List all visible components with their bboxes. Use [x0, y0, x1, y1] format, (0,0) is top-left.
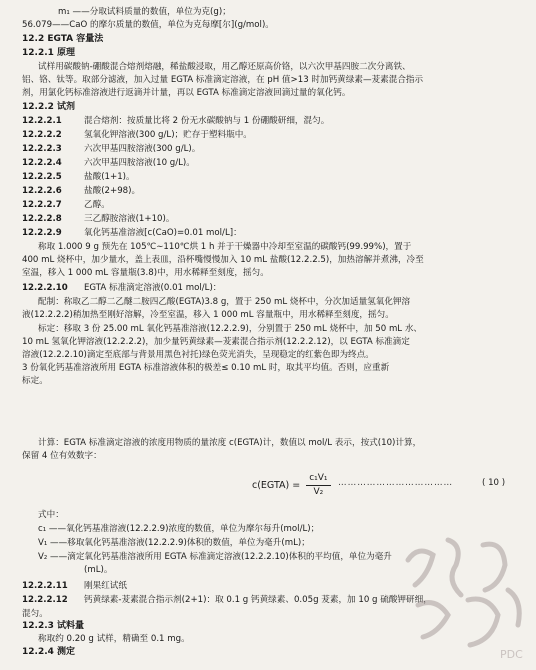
- text-line: [22, 47, 536, 60]
- equation-number: ( 10 ): [482, 478, 506, 488]
- text-line: [22, 450, 536, 463]
- clause-12-2-2-8: [22, 213, 536, 226]
- clause-number: 12.2.2.12: [22, 595, 68, 605]
- line-text: 配制：称取乙二醇二乙醚二胺四乙酸(EGTA)3.8 g，置于 250 mL 烧杯中，分次加适量氢氧化钾溶: [38, 297, 411, 307]
- clause-12-2-2-3: [22, 143, 536, 156]
- clause-number: 12.2.2.4: [22, 158, 62, 168]
- clause-12-2-2-6: [22, 185, 536, 198]
- text-line: [22, 362, 536, 375]
- clause-12-2-2-4: [22, 157, 536, 170]
- stamp-watermark: [388, 520, 536, 670]
- text-line: [58, 6, 536, 19]
- line-text: 称取约 0.20 g 试样，精确至 0.1 mg。: [38, 634, 190, 644]
- line-text: 氢氧化钾溶液(300 g/L)；贮存于塑料瓶中。: [84, 130, 252, 140]
- clause-12-2-2-10: [22, 282, 536, 295]
- text-line: [38, 437, 536, 450]
- formula-fraction: [306, 473, 330, 498]
- text-line: [22, 19, 536, 32]
- line-text: 12.2.3 试料量: [22, 621, 85, 631]
- text-line: [22, 309, 536, 322]
- text-line: [22, 267, 536, 280]
- clause-number: 12.2.2.8: [22, 214, 62, 224]
- line-text: c₁ ——氧化钙基准溶液(12.2.2.9)浓度的数值，单位为摩尔每升(mol/L)；: [38, 524, 320, 534]
- line-text: EGTA 标准滴定溶液(0.01 mol/L)：: [84, 283, 222, 293]
- line-text: 12.2.1 原理: [22, 48, 76, 58]
- clause-number: 12.2.2.10: [22, 283, 68, 293]
- formula-leader-dots: ………………………………: [338, 478, 454, 488]
- formula-denominator: V₂: [313, 486, 324, 497]
- line-text: 液(12.2.2.2)稍加热至刚好溶解，冷至室温，移入 1 000 mL 容量瓶中，用水稀释至刻度，摇匀。: [22, 310, 394, 320]
- text-line: [22, 33, 536, 46]
- line-text: 12.2.4 测定: [22, 647, 76, 657]
- line-text: 剂，用氯化钙标准溶液进行返滴并计量，再以 EGTA 标准滴定溶液回滴过量的氧化钙。: [22, 88, 351, 98]
- clause-12-2-2-1: [22, 115, 536, 128]
- clause-number: 12.2.2.7: [22, 200, 62, 210]
- clause-number: 12.2.2.5: [22, 172, 62, 182]
- line-text: 铝、铬、钛等。取部分滤液，加入过量 EGTA 标准滴定溶液，在 pH 值>13 时加钙黄绿素—茇素混合指示: [22, 75, 424, 85]
- line-text: 混合熔剂：按质量比将 2 份无水碳酸钠与 1 份硼酸研细，混匀。: [84, 116, 330, 126]
- text-line: [22, 349, 536, 362]
- line-text: 10 mL 氢氧化钾溶液(12.2.2.2)，加少量钙黄绿素—茇素混合指示剂(12.2.2.12)，以 EGTA 标准滴定: [22, 337, 410, 347]
- clause-number: 12.2.2.3: [22, 144, 62, 154]
- line-text: 室温，移入 1 000 mL 容量瓶(3.8)中，用水稀释至刻度，摇匀。: [22, 268, 269, 278]
- line-text: 混匀。: [22, 609, 48, 619]
- line-text: V₁ ——移取氧化钙基准溶液(12.2.2.9)体积的数值，单位为毫升(mL)；: [38, 538, 310, 548]
- clause-number: 12.2.2.6: [22, 186, 62, 196]
- clause-number: 12.2.2.11: [22, 581, 68, 591]
- line-text: 盐酸(2+98)。: [84, 186, 141, 196]
- text-line: [38, 61, 536, 74]
- line-text: 3 份氧化钙基准溶液所用 EGTA 标准溶液体积的极差≤ 0.10 mL 时，取其平均值。否则，应重新: [22, 363, 390, 373]
- line-text: 溶液(12.2.2.10)滴定至底部与背景用黑色衬托)绿色荧光消失，呈现稳定的红紫色即为终点。: [22, 350, 374, 360]
- line-text: 56.079——CaO 的摩尔质量的数值，单位为克每摩[尔](g/mol)。: [22, 20, 274, 30]
- line-text: V₂ ——滴定氧化钙基准溶液所用 EGTA 标准滴定溶液(12.2.2.10)体积的平均值，单位为毫升: [38, 552, 392, 562]
- clause-12-2-2-9: [22, 227, 536, 240]
- text-line: [22, 375, 536, 388]
- line-text: 氧化钙基准溶液[c(CaO)=0.01 mol/L]：: [84, 228, 242, 238]
- text-line: [22, 74, 536, 87]
- line-text: 标定：移取 3 份 25.00 mL 氧化钙基准溶液(12.2.2.9)，分别置于 250 mL 烧杯中，加 50 mL 水、: [38, 324, 423, 334]
- line-text: 称取 1.000 9 g 预先在 105℃∼110℃烘 1 h 并于干燥器中冷却至室温的碳酸钙(99.99%)，置于: [38, 242, 412, 252]
- line-text: 钙黄绿素-茇素混合指示剂(2+1)：取 0.1 g 钙黄绿素、0.05g 茇素，加 10 g 硫酸钾研细，: [84, 595, 432, 605]
- line-text: 乙醇。: [84, 200, 110, 210]
- clause-number: 12.2.2.1: [22, 116, 62, 126]
- clause-12-2-2-7: [22, 199, 536, 212]
- text-line: [22, 87, 536, 100]
- line-text: 六次甲基四胺溶液(300 g/L)。: [84, 144, 201, 154]
- line-text: m₁ ——分取试料质量的数值，单位为克(g)；: [58, 7, 231, 17]
- text-line: [22, 254, 536, 267]
- text-line: [22, 101, 536, 114]
- line-text: 计算：EGTA 标准滴定溶液的浓度用物质的量浓度 c(EGTA)计，数值以 mol/L 表示，按式(10)计算，: [38, 438, 422, 448]
- line-text: 12.2 EGTA 容量法: [22, 34, 104, 44]
- text-line: [22, 336, 536, 349]
- line-text: 400 mL 烧杯中，加少量水，盖上表皿，沿杯嘴慢慢加入 10 mL 盐酸(12.2.2.5)，加热溶解并煮沸，冷至: [22, 255, 424, 265]
- line-text: 六次甲基四胺溶液(10 g/L)。: [84, 158, 195, 168]
- formula-numerator: c₁V₁: [306, 473, 330, 486]
- clause-12-2-2-2: [22, 129, 536, 142]
- line-text: (mL)。: [84, 565, 113, 575]
- line-text: 式中：: [38, 510, 64, 520]
- svg-text:PDC: PDC: [500, 648, 523, 661]
- line-text: 标定。: [22, 376, 48, 386]
- line-text: 保留 4 位有效数字：: [22, 451, 102, 461]
- clause-number: 12.2.2.9: [22, 228, 62, 238]
- formula-lhs: c(EGTA) =: [252, 479, 301, 491]
- text-line: [38, 241, 536, 254]
- text-line: [38, 323, 536, 336]
- line-text: 试样用碳酸钠-硼酸混合熔剂熔融，稀盐酸浸取，用乙醇还原高价铬，以六次甲基四胺二次分离铁、: [38, 62, 411, 72]
- line-text: 刚果红试纸: [84, 581, 127, 591]
- clause-12-2-2-5: [22, 171, 536, 184]
- line-text: 三乙醇胺溶液(1+10)。: [84, 214, 175, 224]
- formula-egta: [252, 470, 331, 500]
- clause-number: 12.2.2.2: [22, 130, 62, 140]
- text-line: [38, 296, 536, 309]
- line-text: 12.2.2 试剂: [22, 102, 76, 112]
- line-text: 盐酸(1+1)。: [84, 172, 135, 182]
